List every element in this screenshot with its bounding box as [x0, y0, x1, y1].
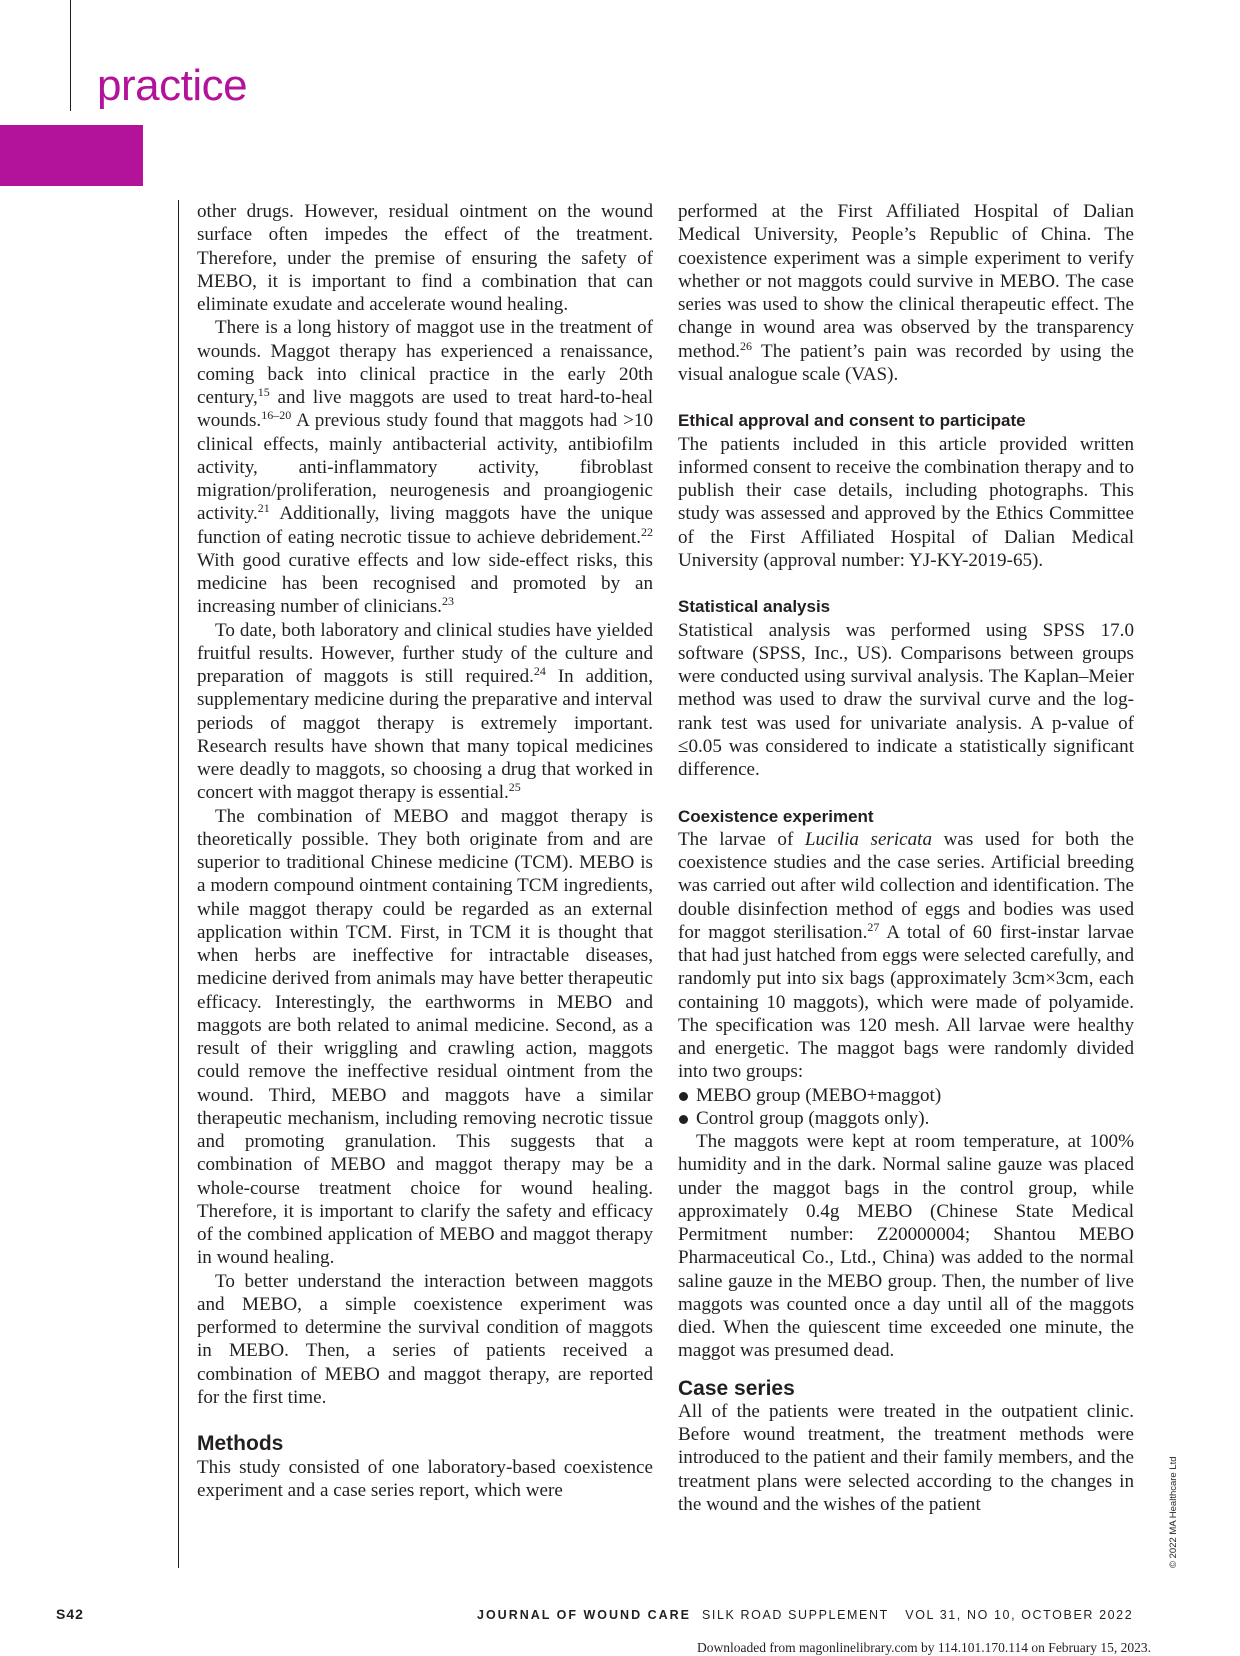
header-rule [70, 0, 71, 111]
spacer [678, 572, 1134, 595]
section-heading-case-series: Case series [678, 1376, 795, 1400]
reference-marker[interactable]: 21 [257, 501, 270, 516]
paragraph: The maggots were kept at room temperature, at 100% humidity and in the dark. Normal saline gauze was placed under the maggot bags in the control group, while approximately 0.4g MEBO (Chinese State Medical Permitment number: Z20000004; Shantou MEBO Pharmaceutical Co., Ltd., China) was added to the normal saline gauze in the MEBO group. Then, the number of live maggots was counted once a day until all of the maggots died. When the quiescent time exceeded one minute, the maggot was presumed dead. [678, 1131, 1134, 1362]
paragraph: To date, both laboratory and clinical studies have yielded fruitful results. However, further study of the culture and preparation of maggots is still required.$^{24}$ In addition, supplementary medicine during the preparative and interval periods of maggot therapy is extremely important. Research results have shown that many topical medicines were deadly to maggots, so choosing a drug that worked in concert with maggot therapy is essential.$^{25}$ [197, 619, 653, 804]
reference-marker[interactable]: 26 [740, 338, 753, 353]
list-item: MEBO group (MEBO+maggot) [678, 1084, 1134, 1107]
reference-marker[interactable]: 24 [533, 664, 546, 678]
bullet-icon [679, 1092, 688, 1101]
paragraph: Statistical analysis was performed using SPSS 17.0 software (SPSS, Inc., US). Comparisons between groups were conducted using survival analysis. The Kaplan–Meier method was used to draw the survival curve and the log-rank test was used for univariate analysis. A p-value of ≤0.05 was considered to indicate a statistically significant difference. [678, 619, 1134, 780]
paragraph: There is a long history of maggot use in the treatment of wounds. Maggot therapy has experienced a renaissance, coming back into clinical practice in the early 20th century,$^{15}$ and live maggots are used to treat hard-to-heal wounds.$^{16-20}$ A previous study found that maggots had >10 clinical effects, mainly antibacterial activity, antibiofilm activity, anti-inflammatory activity, fibroblast migration/proliferation, neurogenesis and proangiogenic activity.$^{21}$ Additionally, living maggots have the unique function of eating necrotic tissue to achieve debridement.$^{22}$ With good curative effects and low side-effect risks, this medicine has been recognised and promoted by an increasing number of clinicians.$^{23}$ [197, 317, 653, 618]
spacer [678, 781, 1134, 804]
right-column [678, 200, 1134, 1516]
spacer [678, 1363, 1134, 1377]
left-column [197, 200, 653, 1502]
paragraph: To better understand the interaction between maggots and MEBO, a simple coexistence experiment was performed to determine the survival condition of maggots in MEBO. Then, a series of patients received a combination of MEBO and maggot therapy, are reported for the first time. [197, 1270, 653, 1408]
running-footer [477, 1608, 1133, 1622]
subheading-statistics: Statistical analysis [678, 597, 831, 617]
paragraph: The combination of MEBO and maggot therapy is theoretically possible. They both originate from and are superior to traditional Chinese medicine (TCM). MEBO is a modern compound ointment containing TCM ingredients, while maggot therapy could be regarded as an external application within TCM. First, in TCM it is thought that when herbs are ineffective for intractable diseases, medicine derived from animals may have better therapeutic efficacy. Interestingly, the earthworms in MEBO and maggots are both related to animal medicine. Second, as a result of their wriggling and crawling action, maggots could remove the ineffective residual ointment from the wound. Third, MEBO and maggots have a similar therapeutic mechanism, including removing necrotic tissue and promoting granulation. This suggests that a combination of MEBO and maggot therapy may be a whole-course treatment choice for wound healing. Therefore, it is important to clarify the safety and efficacy of the combined application of MEBO and maggot therapy in wound healing. [197, 805, 653, 1269]
bullet-icon [679, 1115, 688, 1124]
supplement-name: SILK ROAD SUPPLEMENT [701, 1608, 889, 1622]
reference-marker[interactable]: 23 [441, 594, 454, 609]
section-label: practice [97, 61, 248, 110]
reference-marker[interactable]: 15 [257, 385, 270, 399]
spacer [197, 1409, 653, 1432]
subheading-coexistence: Coexistence experiment [678, 806, 874, 826]
paragraph: performed at the First Affiliated Hospital of Dalian Medical University, People’s Republic of China. The coexistence experiment was a simple experiment to verify whether or not maggots could survive in MEBO. The case series was used to show the clinical therapeutic effect. The change in wound area was observed by the transparency method.$^{26}$ The patient’s pain was recorded by using the visual analogue scale (VAS). [678, 201, 1134, 385]
paragraph: All of the patients were treated in the outpatient clinic. Before wound treatment, the treatment methods were introduced to the patient and their family members, and the treatment plans were selected according to the changes in the wound and the wishes of the patient [678, 1400, 1134, 1515]
reference-marker[interactable]: 27 [867, 919, 880, 934]
section-heading-methods: Methods [197, 1432, 284, 1456]
group-list [678, 1084, 1134, 1131]
journal-name: JOURNAL OF WOUND CARE [477, 1608, 691, 1622]
section-color-block [0, 125, 143, 186]
reference-marker[interactable]: 25 [508, 780, 521, 795]
species-name: Lucilia sericata [804, 828, 933, 850]
paragraph: The patients included in this article provided written informed consent to receive the combination therapy and to publish their case details, including photographs. This study was assessed and approved by the Ethics Committee of the First Affiliated Hospital of Dalian Medical University (approval number: YJ-KY-2019-65). [678, 433, 1134, 571]
margin-rule [178, 200, 179, 1568]
paragraph: other drugs. However, residual ointment on the wound surface often impedes the effect of the treatment. Therefore, under the premise of ensuring the safety of MEBO, it is important to find a combination that can eliminate exudate and accelerate wound healing. [197, 201, 653, 315]
page-number: S42 [56, 1606, 84, 1622]
paragraph: The larvae of Lucilia sericata was used for both the coexistence studies and the case series. Artificial breeding was carried out after wild collection and identification. The double disinfection method of eggs and bodies was used for maggot sterilisation.$^{27}$ A total of 60 first-instar larvae that had just hatched from eggs were selected carefully, and randomly put into six bags (approximately 3cm×3cm, each containing 10 maggots), which were made of polyamide. The specification was 120 mesh. All larvae were healthy and energetic. The maggot bags were randomly divided into two groups: [678, 828, 1135, 1083]
issue-info: VOL 31, NO 10, OCTOBER 2022 [905, 1608, 1134, 1622]
spacer [678, 386, 1134, 409]
reference-marker[interactable]: 16–20 [261, 408, 292, 423]
list-item: Control group (maggots only). [678, 1107, 1134, 1130]
subheading-ethics: Ethical approval and consent to participate [678, 411, 1026, 431]
download-note: Downloaded from magonlinelibrary.com by 114.101.170.114 on February 15, 2023. [697, 1640, 1152, 1655]
paragraph: This study consisted of one laboratory-based coexistence experiment and a case series report, which were [197, 1456, 653, 1501]
reference-marker[interactable]: 22 [641, 524, 653, 539]
